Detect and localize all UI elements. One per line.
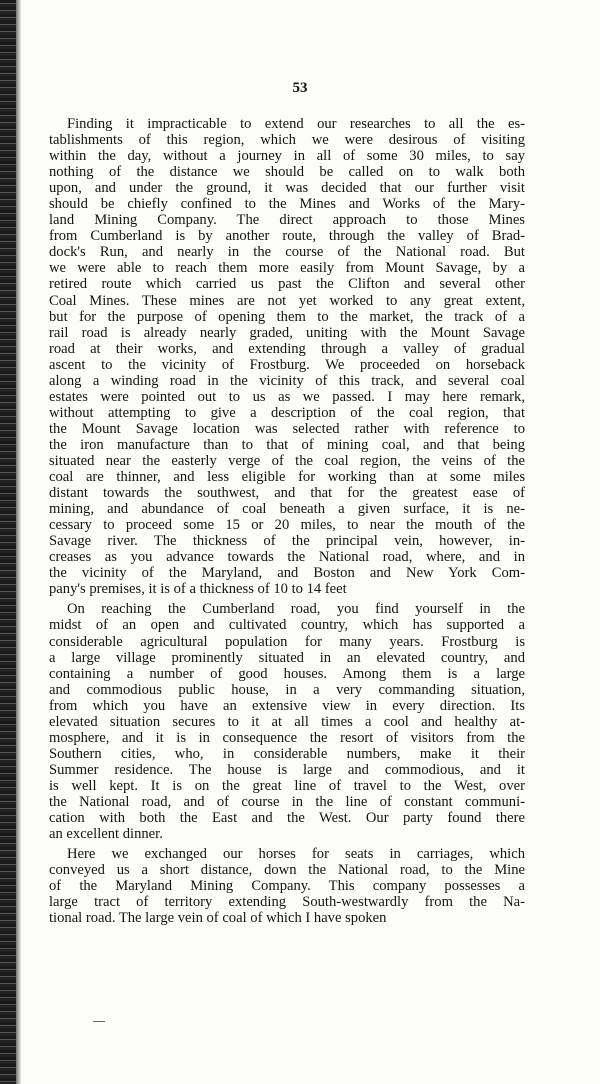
body-text [49,116,525,930]
text-line: containing a number of good houses. Among them is a large [49,665,525,682]
text-line: conveyed us a short distance, down the National road, to the Mine [49,862,525,879]
binding-shadow [16,0,21,1084]
text-line: from Cumberland is by another route, through the valley of Brad- [49,228,525,245]
text-line: On reaching the Cumberland road, you find yourself in the [67,601,525,618]
text-line: Savage river. The thickness of the principal vein, however, in- [49,533,525,550]
text-line: tional road. The large vein of coal of which I have spoken [49,910,387,927]
text-line: rail road is already nearly graded, uniting with the Mount Savage [49,324,525,341]
text-line: nothing of the distance we should be called on to walk both [49,164,525,181]
text-line: Finding it impracticable to extend our researches to all the es- [67,116,525,132]
text-line: should be chiefly confined to the Mines and Works of the Mary- [49,196,525,213]
text-line: pany's premises, it is of a thickness of 10 to 14 feet [49,581,347,598]
text-line: land Mining Company. The direct approach to those Mines [49,212,525,229]
footer-dash [93,1021,105,1022]
page-number: 53 [292,80,308,96]
text-line: situated near the easterly verge of the coal region, the veins of the [49,452,525,469]
text-line: and commodious public house, in a very commanding situation, [49,681,525,698]
text-line: mosphere, and it is in consequence the resort of visitors from the [49,729,525,746]
text-line: but for the purpose of opening them to the market, the track of a [49,308,525,325]
text-line: cation with both the East and the West. Our party found there [49,810,525,827]
text-line: the vicinity of the Maryland, and Boston and New York Com- [49,565,525,582]
text-line: dock's Run, and nearly in the course of the National road. But [49,244,525,261]
text-line: we were able to reach them more easily from Mount Savage, by a [49,260,525,277]
text-line: upon, and under the ground, it was decided that our further visit [49,180,525,197]
text-line: of the Maryland Mining Company. This company possesses a [49,878,525,895]
text-line: Here we exchanged our horses for seats in carriages, which [67,846,525,863]
paragraph-2 [49,601,525,842]
text-line: considerable agricultural population for many years. Frostburg is [49,633,525,650]
text-line: without attempting to give a description of the coal region, that [49,404,525,421]
text-line: an excellent dinner. [49,826,163,843]
text-line: along a winding road in the vicinity of this track, and several coal [49,372,525,389]
paragraph-3 [49,846,525,926]
text-line: road at their works, and extending through a valley of gradual [49,340,525,357]
text-line: a large village prominently situated in an elevated country, and [49,649,525,666]
text-line: retired route which carried us past the Clifton and several other [49,276,525,293]
text-line: within the day, without a journey in all of some 30 miles, to say [49,148,525,165]
text-line: from which you have an extensive view in every direction. Its [49,697,525,714]
text-line: the Mount Savage location was selected rather with reference to [49,420,525,437]
text-line: midst of an open and cultivated country, which has supported a [49,617,525,634]
text-line: the iron manufacture than to that of mining coal, and that being [49,436,525,453]
text-line: the National road, and of course in the line of constant communi- [49,793,525,810]
text-line: cessary to proceed some 15 or 20 miles, to near the mouth of the [49,517,525,534]
paragraph-1 [49,116,525,597]
text-line: Coal Mines. These mines are not yet worked to any great extent, [49,292,525,309]
text-line: mining, and abundance of coal beneath a given surface, it is ne- [49,501,525,518]
text-line: distant towards the southwest, and that for the greatest ease of [49,485,525,502]
text-line: is well kept. It is on the great line of travel to the West, over [49,777,525,794]
text-line: Summer residence. The house is large and commodious, and it [49,761,525,778]
text-line: ascent to the vicinity of Frostburg. We proceeded on horseback [49,356,525,373]
text-line: tablishments of this region, which we were desirous of visiting [49,132,525,149]
text-line: estates were pointed out to us as we passed. I may here remark, [49,388,525,405]
text-line: coal are thinner, and less eligible for working than at some miles [49,469,525,486]
text-line: Southern cities, who, in considerable numbers, make it their [49,745,525,762]
book-binding [0,0,16,1084]
text-line: creases as you advance towards the National road, where, and in [49,549,525,566]
text-line: large tract of territory extending South-westwardly from the Na- [49,894,525,911]
text-line: elevated situation secures to it at all times a cool and healthy at- [49,713,525,730]
